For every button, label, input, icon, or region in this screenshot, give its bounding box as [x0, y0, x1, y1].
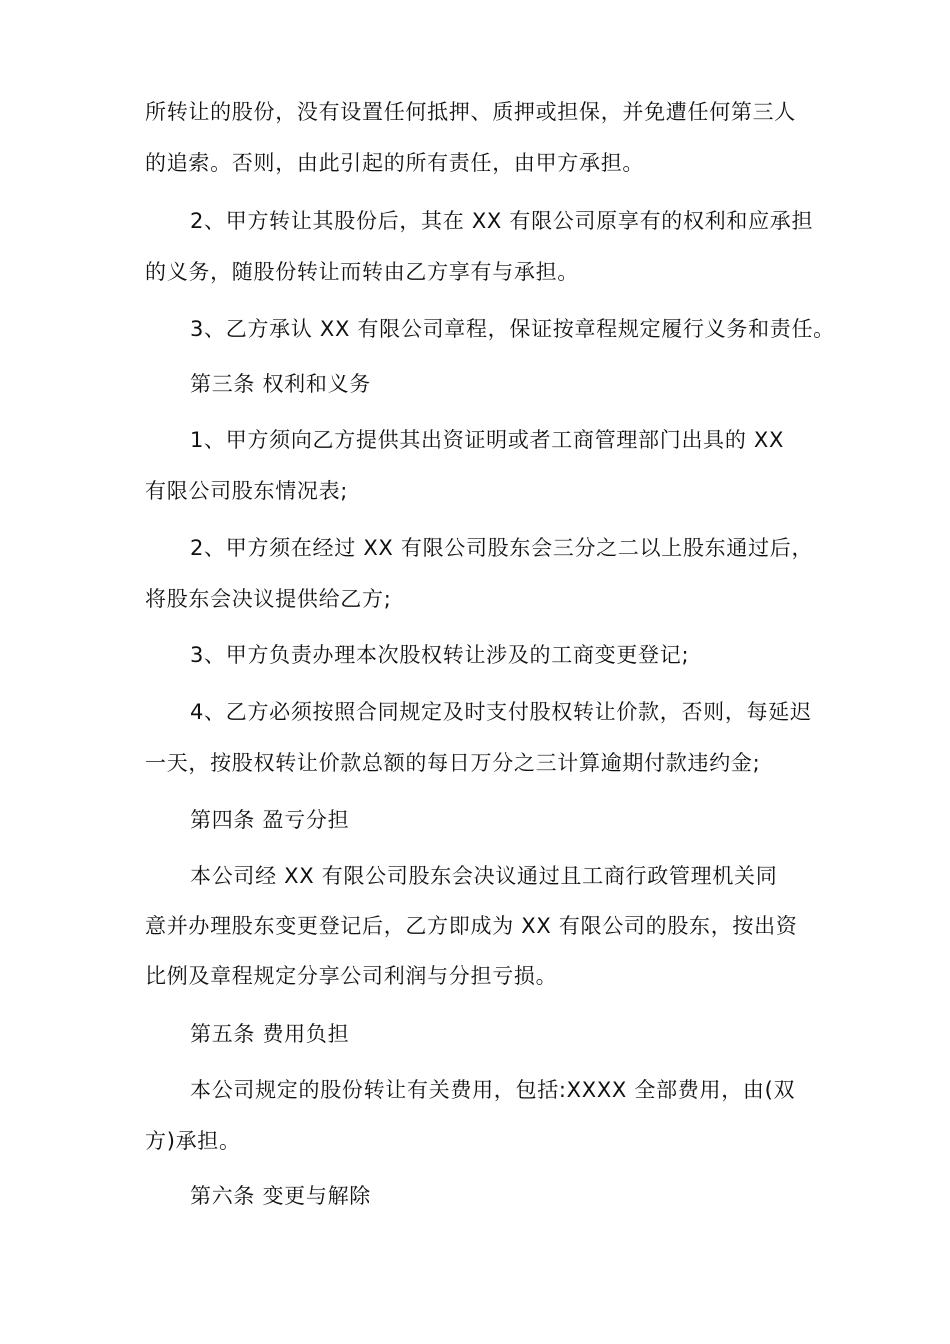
text-line: 1、甲方须向乙方提供其出资证明或者工商管理部门出具的 XX — [190, 428, 785, 452]
text-line: 的义务，随股份转让而转由乙方享有与承担。 — [145, 260, 579, 284]
section-heading: 第三条 权利和义务 — [190, 372, 371, 396]
text-line: 有限公司股东情况表; — [145, 479, 349, 503]
text-line: 的追索。否则，由此引起的所有责任，由甲方承担。 — [145, 151, 645, 175]
section-heading: 第六条 变更与解除 — [190, 1184, 371, 1208]
text-line: 比例及章程规定分享公司利润与分担亏损。 — [145, 964, 558, 988]
text-line: 3、甲方负责办理本次股权转让涉及的工商变更登记; — [190, 643, 690, 667]
section-heading: 第四条 盈亏分担 — [190, 808, 350, 832]
section-heading: 第五条 费用负担 — [190, 1022, 350, 1046]
text-line: 本公司规定的股份转让有关费用，包括:XXXX 全部费用，由(双 — [190, 1078, 796, 1102]
text-line: 方)承担。 — [145, 1129, 241, 1153]
text-line: 一天，按股权转让价款总额的每日万分之三计算逾期付款违约金; — [145, 751, 761, 775]
text-line: 3、乙方承认 XX 有限公司章程，保证按章程规定履行义务和责任。 — [190, 317, 835, 341]
text-line: 所转让的股份，没有设置任何抵押、质押或担保，并免遭任何第三人 — [145, 100, 796, 124]
text-line: 4、乙方必须按照合同规定及时支付股权转让价款，否则，每延迟 — [190, 700, 812, 724]
text-line: 本公司经 XX 有限公司股东会决议通过且工商行政管理机关同 — [190, 864, 778, 888]
text-line: 意并办理股东变更登记后，乙方即成为 XX 有限公司的股东，按出资 — [145, 914, 798, 938]
text-line: 将股东会决议提供给乙方; — [145, 587, 392, 611]
text-line: 2、甲方转让其股份后，其在 XX 有限公司原享有的权利和应承担 — [190, 209, 814, 233]
text-line: 2、甲方须在经过 XX 有限公司股东会三分之二以上股东通过后， — [190, 536, 814, 560]
